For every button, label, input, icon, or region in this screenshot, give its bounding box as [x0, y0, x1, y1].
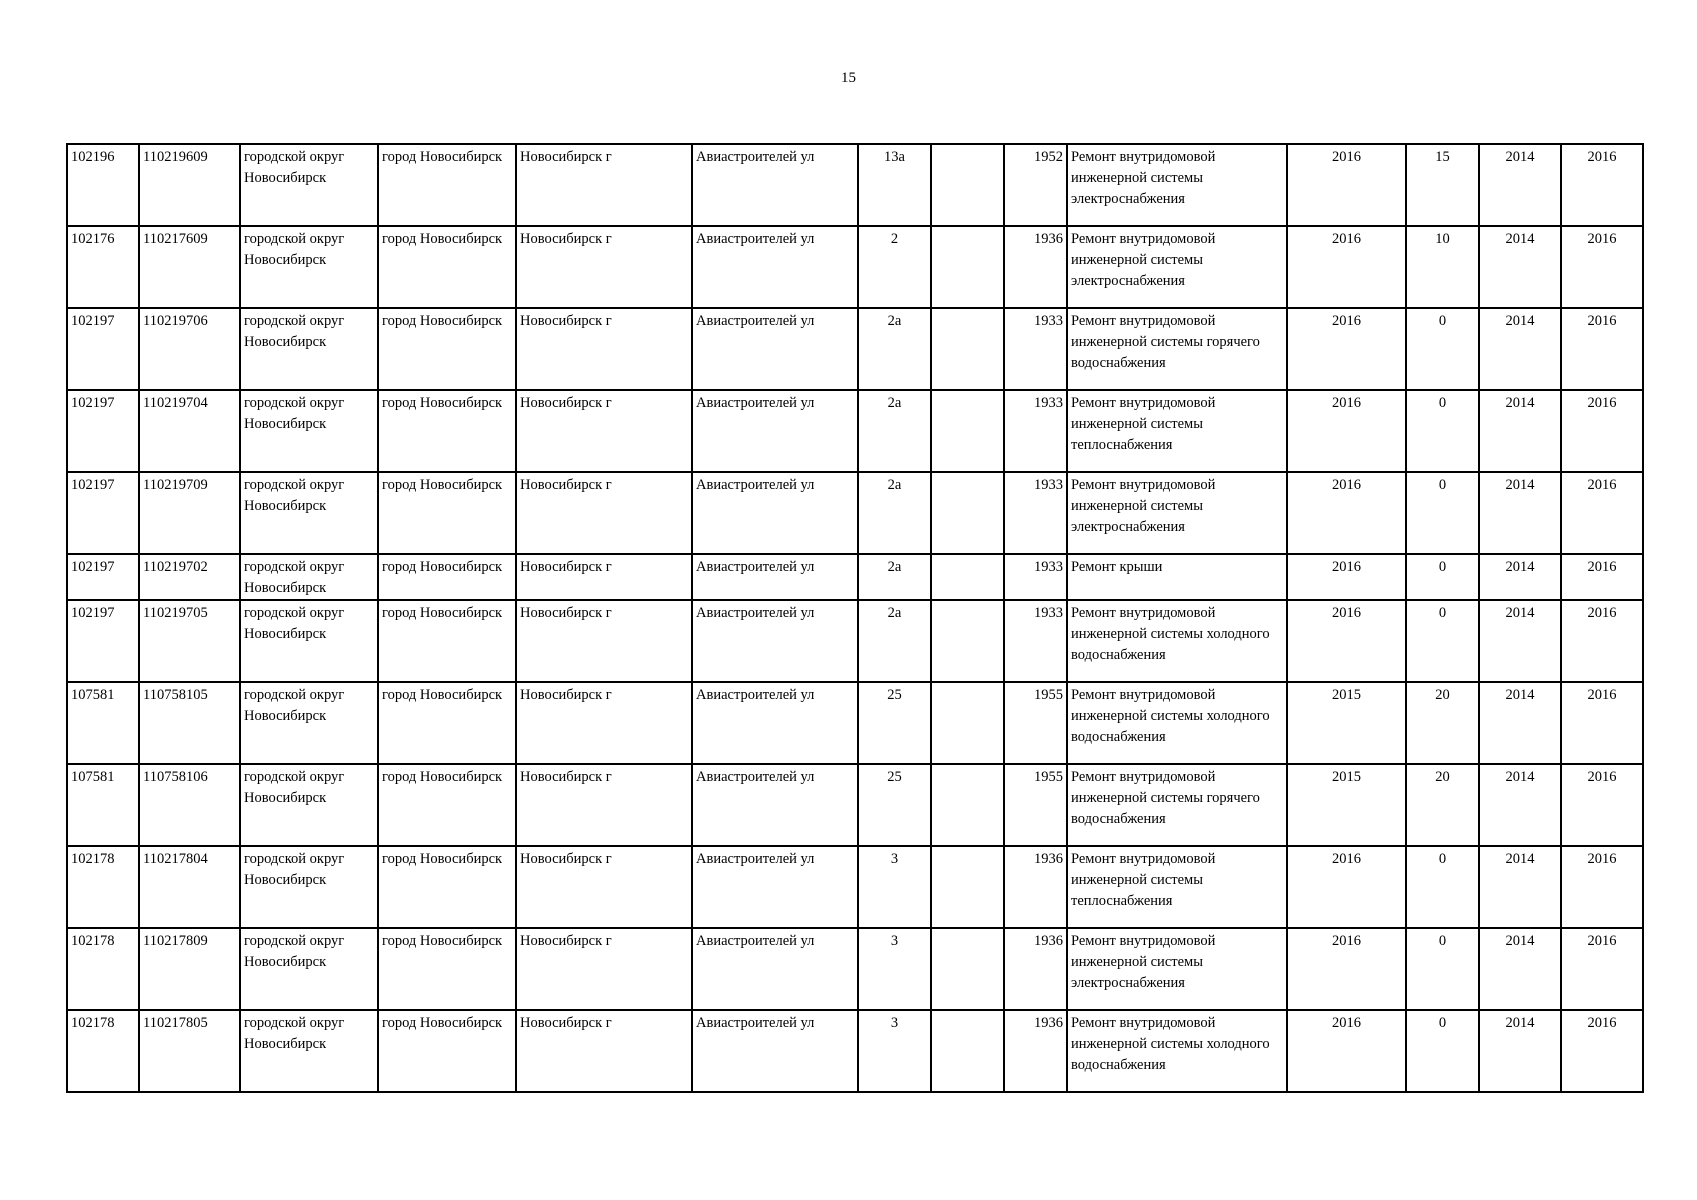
- cell-house-number: 25: [858, 764, 931, 846]
- cell-work-code: 110219702: [139, 554, 240, 600]
- cell-work-code: 110219709: [139, 472, 240, 554]
- page-number: 15: [841, 70, 856, 86]
- cell-street: Авиастроителей ул: [692, 846, 858, 928]
- cell-year-built: 1933: [1004, 554, 1067, 600]
- cell-planned-year: 2016: [1287, 928, 1406, 1010]
- cell-planned-year: 2015: [1287, 682, 1406, 764]
- cell-house-id: 102176: [67, 226, 139, 308]
- cell-building: [931, 846, 1004, 928]
- cell-end-year: 2016: [1561, 600, 1643, 682]
- cell-house-id: 102197: [67, 390, 139, 472]
- cell-settlement: город Новосибирск: [378, 600, 516, 682]
- cell-percent: 10: [1406, 226, 1479, 308]
- cell-year-built: 1936: [1004, 846, 1067, 928]
- cell-work-type: Ремонт внутридомовой инженерной системы электроснабжения: [1067, 144, 1287, 226]
- cell-house-number: 2а: [858, 600, 931, 682]
- cell-building: [931, 682, 1004, 764]
- cell-house-number: 2а: [858, 308, 931, 390]
- cell-work-code: 110217809: [139, 928, 240, 1010]
- cell-start-year: 2014: [1479, 554, 1561, 600]
- cell-year-built: 1933: [1004, 390, 1067, 472]
- cell-settlement: город Новосибирск: [378, 846, 516, 928]
- cell-house-id: 102196: [67, 144, 139, 226]
- cell-planned-year: 2016: [1287, 390, 1406, 472]
- cell-end-year: 2016: [1561, 390, 1643, 472]
- cell-settlement: город Новосибирск: [378, 682, 516, 764]
- cell-house-id: 102178: [67, 928, 139, 1010]
- cell-district: городской округ Новосибирск: [240, 390, 378, 472]
- cell-work-code: 110217805: [139, 1010, 240, 1092]
- cell-percent: 0: [1406, 846, 1479, 928]
- cell-planned-year: 2016: [1287, 472, 1406, 554]
- cell-work-type: Ремонт внутридомовой инженерной системы электроснабжения: [1067, 226, 1287, 308]
- cell-street: Авиастроителей ул: [692, 226, 858, 308]
- cell-year-built: 1936: [1004, 928, 1067, 1010]
- cell-planned-year: 2016: [1287, 846, 1406, 928]
- cell-end-year: 2016: [1561, 226, 1643, 308]
- table-row: [67, 682, 1643, 764]
- cell-end-year: 2016: [1561, 928, 1643, 1010]
- cell-house-id: 102178: [67, 846, 139, 928]
- table-row: [67, 390, 1643, 472]
- cell-percent: 0: [1406, 928, 1479, 1010]
- cell-house-number: 13а: [858, 144, 931, 226]
- cell-district: городской округ Новосибирск: [240, 226, 378, 308]
- cell-end-year: 2016: [1561, 682, 1643, 764]
- table-row: [67, 472, 1643, 554]
- cell-work-type: Ремонт внутридомовой инженерной системы теплоснабжения: [1067, 390, 1287, 472]
- cell-year-built: 1933: [1004, 308, 1067, 390]
- cell-settlement: город Новосибирск: [378, 554, 516, 600]
- cell-locality: Новосибирск г: [516, 846, 692, 928]
- cell-district: городской округ Новосибирск: [240, 308, 378, 390]
- cell-percent: 20: [1406, 764, 1479, 846]
- cell-work-type: Ремонт внутридомовой инженерной системы горячего водоснабжения: [1067, 764, 1287, 846]
- cell-planned-year: 2016: [1287, 1010, 1406, 1092]
- cell-district: городской округ Новосибирск: [240, 554, 378, 600]
- cell-district: городской округ Новосибирск: [240, 600, 378, 682]
- cell-work-code: 110219706: [139, 308, 240, 390]
- cell-work-code: 110217609: [139, 226, 240, 308]
- cell-work-code: 110219609: [139, 144, 240, 226]
- cell-end-year: 2016: [1561, 144, 1643, 226]
- cell-locality: Новосибирск г: [516, 472, 692, 554]
- cell-settlement: город Новосибирск: [378, 308, 516, 390]
- cell-work-type: Ремонт внутридомовой инженерной системы горячего водоснабжения: [1067, 308, 1287, 390]
- cell-start-year: 2014: [1479, 1010, 1561, 1092]
- table-row: [67, 226, 1643, 308]
- cell-house-id: 107581: [67, 682, 139, 764]
- cell-percent: 0: [1406, 600, 1479, 682]
- cell-start-year: 2014: [1479, 682, 1561, 764]
- cell-locality: Новосибирск г: [516, 1010, 692, 1092]
- cell-year-built: 1933: [1004, 472, 1067, 554]
- cell-end-year: 2016: [1561, 472, 1643, 554]
- cell-building: [931, 928, 1004, 1010]
- cell-locality: Новосибирск г: [516, 554, 692, 600]
- cell-year-built: 1933: [1004, 600, 1067, 682]
- cell-building: [931, 226, 1004, 308]
- cell-house-id: 102197: [67, 554, 139, 600]
- cell-percent: 20: [1406, 682, 1479, 764]
- cell-work-type: Ремонт внутридомовой инженерной системы электроснабжения: [1067, 472, 1287, 554]
- cell-locality: Новосибирск г: [516, 764, 692, 846]
- cell-locality: Новосибирск г: [516, 226, 692, 308]
- cell-house-id: 102197: [67, 472, 139, 554]
- cell-house-number: 2а: [858, 390, 931, 472]
- cell-locality: Новосибирск г: [516, 390, 692, 472]
- cell-district: городской округ Новосибирск: [240, 682, 378, 764]
- cell-house-number: 25: [858, 682, 931, 764]
- cell-end-year: 2016: [1561, 1010, 1643, 1092]
- cell-locality: Новосибирск г: [516, 928, 692, 1010]
- cell-start-year: 2014: [1479, 390, 1561, 472]
- cell-start-year: 2014: [1479, 472, 1561, 554]
- cell-settlement: город Новосибирск: [378, 928, 516, 1010]
- cell-percent: 0: [1406, 554, 1479, 600]
- table-row: [67, 764, 1643, 846]
- cell-settlement: город Новосибирск: [378, 1010, 516, 1092]
- cell-end-year: 2016: [1561, 846, 1643, 928]
- cell-house-number: 2: [858, 226, 931, 308]
- table-row: [67, 144, 1643, 226]
- cell-percent: 0: [1406, 1010, 1479, 1092]
- cell-house-number: 3: [858, 928, 931, 1010]
- cell-start-year: 2014: [1479, 226, 1561, 308]
- cell-house-number: 3: [858, 1010, 931, 1092]
- cell-house-id: 102197: [67, 308, 139, 390]
- cell-building: [931, 144, 1004, 226]
- cell-street: Авиастроителей ул: [692, 472, 858, 554]
- cell-percent: 0: [1406, 308, 1479, 390]
- cell-year-built: 1955: [1004, 682, 1067, 764]
- cell-work-type: Ремонт внутридомовой инженерной системы холодного водоснабжения: [1067, 1010, 1287, 1092]
- cell-street: Авиастроителей ул: [692, 682, 858, 764]
- cell-percent: 0: [1406, 472, 1479, 554]
- cell-district: городской округ Новосибирск: [240, 764, 378, 846]
- cell-street: Авиастроителей ул: [692, 600, 858, 682]
- cell-year-built: 1952: [1004, 144, 1067, 226]
- cell-start-year: 2014: [1479, 764, 1561, 846]
- cell-settlement: город Новосибирск: [378, 472, 516, 554]
- cell-building: [931, 308, 1004, 390]
- cell-building: [931, 390, 1004, 472]
- cell-locality: Новосибирск г: [516, 144, 692, 226]
- table-row: [67, 308, 1643, 390]
- cell-house-number: 2а: [858, 554, 931, 600]
- cell-house-id: 102178: [67, 1010, 139, 1092]
- cell-planned-year: 2016: [1287, 226, 1406, 308]
- cell-street: Авиастроителей ул: [692, 144, 858, 226]
- cell-end-year: 2016: [1561, 554, 1643, 600]
- cell-year-built: 1936: [1004, 1010, 1067, 1092]
- cell-building: [931, 472, 1004, 554]
- cell-district: городской округ Новосибирск: [240, 846, 378, 928]
- table-row: [67, 554, 1643, 600]
- cell-district: городской округ Новосибирск: [240, 144, 378, 226]
- cell-planned-year: 2016: [1287, 308, 1406, 390]
- cell-work-code: 110219705: [139, 600, 240, 682]
- table-row: [67, 846, 1643, 928]
- cell-settlement: город Новосибирск: [378, 764, 516, 846]
- cell-work-code: 110217804: [139, 846, 240, 928]
- cell-year-built: 1955: [1004, 764, 1067, 846]
- cell-planned-year: 2016: [1287, 144, 1406, 226]
- cell-work-type: Ремонт внутридомовой инженерной системы холодного водоснабжения: [1067, 600, 1287, 682]
- cell-end-year: 2016: [1561, 764, 1643, 846]
- cell-street: Авиастроителей ул: [692, 928, 858, 1010]
- cell-percent: 0: [1406, 390, 1479, 472]
- cell-planned-year: 2015: [1287, 764, 1406, 846]
- cell-district: городской округ Новосибирск: [240, 928, 378, 1010]
- cell-work-code: 110758106: [139, 764, 240, 846]
- cell-work-type: Ремонт крыши: [1067, 554, 1287, 600]
- table-row: [67, 1010, 1643, 1092]
- cell-start-year: 2014: [1479, 144, 1561, 226]
- cell-work-type: Ремонт внутридомовой инженерной системы холодного водоснабжения: [1067, 682, 1287, 764]
- cell-work-type: Ремонт внутридомовой инженерной системы теплоснабжения: [1067, 846, 1287, 928]
- cell-building: [931, 1010, 1004, 1092]
- cell-year-built: 1936: [1004, 226, 1067, 308]
- cell-locality: Новосибирск г: [516, 308, 692, 390]
- cell-work-code: 110758105: [139, 682, 240, 764]
- cell-work-type: Ремонт внутридомовой инженерной системы электроснабжения: [1067, 928, 1287, 1010]
- cell-street: Авиастроителей ул: [692, 764, 858, 846]
- cell-locality: Новосибирск г: [516, 682, 692, 764]
- cell-settlement: город Новосибирск: [378, 144, 516, 226]
- cell-settlement: город Новосибирск: [378, 390, 516, 472]
- cell-street: Авиастроителей ул: [692, 554, 858, 600]
- cell-house-id: 107581: [67, 764, 139, 846]
- cell-planned-year: 2016: [1287, 600, 1406, 682]
- cell-street: Авиастроителей ул: [692, 308, 858, 390]
- cell-house-id: 102197: [67, 600, 139, 682]
- cell-building: [931, 600, 1004, 682]
- table-row: [67, 600, 1643, 682]
- cell-start-year: 2014: [1479, 308, 1561, 390]
- cell-start-year: 2014: [1479, 846, 1561, 928]
- cell-building: [931, 554, 1004, 600]
- table-row: [67, 928, 1643, 1010]
- cell-settlement: город Новосибирск: [378, 226, 516, 308]
- cell-house-number: 2а: [858, 472, 931, 554]
- table-body: [67, 144, 1643, 1092]
- cell-district: городской округ Новосибирск: [240, 472, 378, 554]
- cell-percent: 15: [1406, 144, 1479, 226]
- cell-start-year: 2014: [1479, 600, 1561, 682]
- cell-end-year: 2016: [1561, 308, 1643, 390]
- cell-building: [931, 764, 1004, 846]
- cell-locality: Новосибирск г: [516, 600, 692, 682]
- cell-start-year: 2014: [1479, 928, 1561, 1010]
- cell-district: городской округ Новосибирск: [240, 1010, 378, 1092]
- cell-house-number: 3: [858, 846, 931, 928]
- registry-table: [66, 143, 1644, 1093]
- cell-work-code: 110219704: [139, 390, 240, 472]
- cell-street: Авиастроителей ул: [692, 390, 858, 472]
- cell-street: Авиастроителей ул: [692, 1010, 858, 1092]
- cell-planned-year: 2016: [1287, 554, 1406, 600]
